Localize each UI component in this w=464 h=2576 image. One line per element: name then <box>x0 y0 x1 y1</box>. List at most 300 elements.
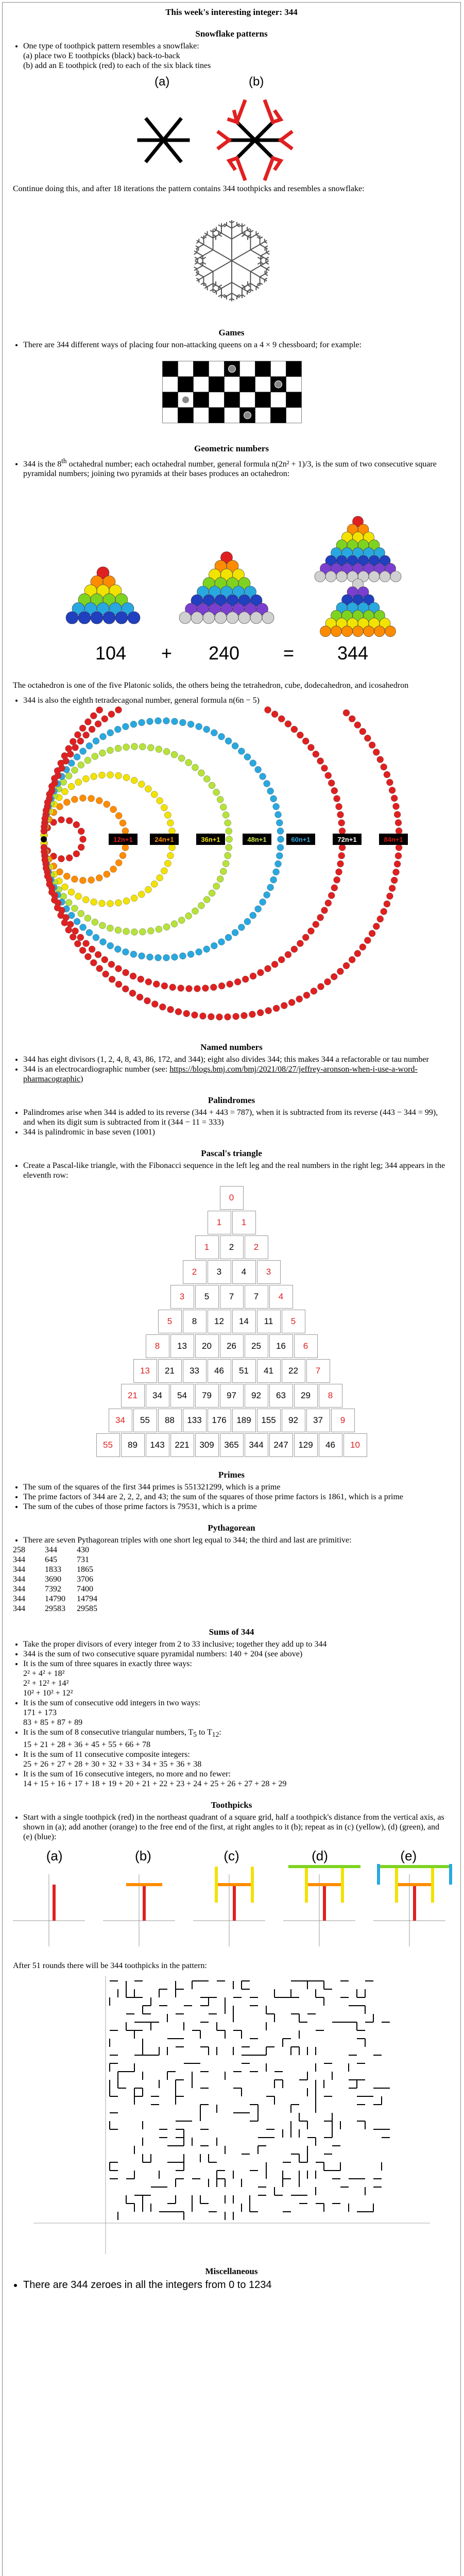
ring-dot <box>79 725 86 732</box>
ring-dot <box>157 798 163 804</box>
ring-dot <box>72 744 79 751</box>
ring-dot <box>178 917 185 924</box>
ring-dot <box>75 893 82 900</box>
ring-dot <box>99 750 106 756</box>
ring-dot <box>100 734 107 740</box>
table-cell: 344 <box>13 1604 25 1614</box>
sphere <box>385 626 396 637</box>
chess-square <box>209 392 225 408</box>
chess-square <box>255 408 271 423</box>
ring-dot <box>138 891 145 898</box>
ring-dot <box>278 716 285 722</box>
pascal-cell: 8 <box>146 1334 169 1358</box>
pascal-cell: 12 <box>208 1310 231 1333</box>
ring-dot <box>227 981 233 988</box>
ring-dot <box>384 901 390 907</box>
ring-dot <box>48 889 55 896</box>
primes-item-3: • The sum of the cubes of those prime factors is 79531, which is a prime <box>23 1502 450 1512</box>
ring-dot <box>331 885 338 891</box>
ring-dot <box>321 907 328 914</box>
pascal-row <box>3 1359 460 1383</box>
ring-dot <box>187 721 194 728</box>
ring-dot <box>93 935 99 941</box>
tetradec-list <box>3 696 460 705</box>
sphere <box>374 626 385 637</box>
ring-dot <box>74 754 80 760</box>
ring-dot <box>209 890 215 896</box>
ring-dot <box>349 957 355 963</box>
chess-square <box>240 392 255 408</box>
ring-dot <box>211 943 217 950</box>
toothpicks-item: • Start with a single toothpick (red) in the northeast quadrant of a square grid, half a toothpick's distance from the vertical axis, as shown in (a); add another (orange) to the free end of the first, at right angles to it (b); repeat as in (c) (yellow), (d) (green), and (e) (blue): <box>23 1812 450 1842</box>
pascal-cell: 7 <box>306 1359 330 1383</box>
toothpicks-after: After 51 rounds there will be 344 toothpicks in the pattern: <box>13 1961 207 1970</box>
ring-dot <box>194 986 201 992</box>
ring-dot <box>122 986 129 992</box>
ring-dot <box>242 976 249 982</box>
ring-dot <box>276 820 283 826</box>
sphere <box>320 626 331 637</box>
section-palindromes <box>3 1095 460 1137</box>
primes-heading: Primes <box>218 1470 245 1480</box>
snowflake-final-figure <box>3 194 461 328</box>
sums-odd-2: 83 + 85 + 87 + 89 <box>23 1718 83 1727</box>
ring-dot <box>75 779 82 786</box>
ring-dot <box>297 732 303 739</box>
toothpicks-heading: Toothpicks <box>211 1800 252 1810</box>
pascal-row <box>3 1235 460 1260</box>
chess-square <box>240 377 255 392</box>
ring-dot <box>99 922 106 929</box>
ring-dot <box>88 877 95 884</box>
misc-heading: Miscellaneous <box>205 2266 258 2276</box>
ring-dot <box>244 754 251 760</box>
sums-odd-1: 171 + 173 <box>23 1708 57 1718</box>
ring-dot <box>250 973 256 979</box>
ring-dot <box>171 752 178 758</box>
ring-dot <box>167 853 174 859</box>
ring-dot <box>58 760 64 767</box>
ring-dot <box>359 728 366 735</box>
pascal-cell: 155 <box>257 1409 281 1432</box>
sphere <box>238 612 250 624</box>
ring-dot <box>285 952 291 958</box>
ring-dot <box>145 979 152 986</box>
ring-dot <box>208 1013 214 1020</box>
ring-label <box>196 834 225 845</box>
geometric-item-pre: 344 is the 8 <box>23 460 62 469</box>
palindromes-heading: Palindromes <box>208 1095 255 1106</box>
sphere <box>353 626 364 637</box>
named-item-2 <box>23 1064 450 1084</box>
ring-dot <box>145 786 151 792</box>
ring-dot <box>250 760 256 767</box>
pascal-cell: 63 <box>269 1384 293 1408</box>
ring-dot <box>241 1012 248 1019</box>
ring-dot <box>84 915 91 922</box>
ring-dot <box>218 982 225 989</box>
ring-dot <box>226 844 232 851</box>
ring-dot <box>51 775 58 782</box>
table-cell: 29585 <box>77 1604 97 1614</box>
svg-text:36n+1: 36n+1 <box>201 836 220 844</box>
ring-dot <box>225 820 231 826</box>
ring-dot <box>62 788 68 795</box>
pascal-cell: 79 <box>195 1384 219 1408</box>
pascal-cell: 247 <box>269 1433 293 1457</box>
toothpick-label-e: (e) <box>400 1848 417 1863</box>
ring-dot <box>273 803 280 810</box>
sphere <box>78 612 91 624</box>
named-list <box>3 1055 460 1084</box>
sums-item-3 <box>23 1659 450 1698</box>
pascal-cell: 176 <box>208 1409 231 1432</box>
pascal-cell: 26 <box>220 1334 244 1358</box>
toothpick-label-c: (c) <box>224 1848 239 1863</box>
ring-dot <box>61 753 68 759</box>
pascal-row <box>3 1260 460 1284</box>
ring-dot <box>88 795 95 802</box>
ring-dot <box>302 738 309 744</box>
ring-dot <box>108 711 115 718</box>
pascal-cell: 5 <box>158 1310 182 1333</box>
toothpick-step <box>193 1867 265 1946</box>
pascal-cell: 4 <box>232 1260 256 1284</box>
ring-dot <box>72 928 79 935</box>
ring-dot <box>369 742 375 749</box>
table-cell: 14794 <box>77 1595 97 1604</box>
ring-dot <box>391 877 398 884</box>
sphere <box>262 612 274 624</box>
ring-dot <box>167 820 174 826</box>
ring-dot <box>90 960 97 967</box>
ring-dot <box>281 1003 287 1009</box>
chess-square <box>178 377 194 392</box>
ring-dot <box>396 828 402 835</box>
ring-dot <box>74 941 81 947</box>
ring-dot <box>65 900 72 906</box>
ring-dot <box>123 928 130 935</box>
ring-dot <box>359 944 366 951</box>
pascal-cell: 92 <box>245 1384 268 1408</box>
ring-dot <box>54 905 61 911</box>
ring-dot <box>101 957 108 963</box>
eq-a: 104 <box>95 642 127 664</box>
center-dot <box>41 836 47 842</box>
ring-dot <box>51 897 58 904</box>
ring-dot <box>54 768 61 774</box>
ring-dot <box>61 920 68 926</box>
ring-dot <box>394 861 401 868</box>
ring-dot <box>163 749 170 755</box>
pascal-cell: 46 <box>208 1359 231 1383</box>
ring-dot <box>107 943 114 950</box>
table-cell: 14790 <box>45 1595 65 1604</box>
ring-dot <box>297 940 303 947</box>
ring-dot <box>178 755 185 762</box>
ring-dot <box>328 892 335 899</box>
pascal-cell: 25 <box>245 1334 268 1358</box>
pascal-cell: 13 <box>133 1359 157 1383</box>
table-row <box>13 1545 109 1555</box>
pascal-cell: 1 <box>232 1211 256 1234</box>
ring-dot <box>115 927 122 934</box>
svg-text:48n+1: 48n+1 <box>247 836 267 844</box>
ring-dot <box>79 795 86 802</box>
ring-dot <box>58 912 64 919</box>
table-row <box>13 1594 109 1604</box>
ring-dot <box>393 869 400 876</box>
table-cell: 1865 <box>77 1565 93 1574</box>
ring-dot <box>265 1008 272 1014</box>
ring-dot <box>131 895 138 902</box>
pascal-row <box>3 1408 460 1433</box>
ring-dot <box>84 719 91 725</box>
sphere <box>331 626 342 637</box>
pascal-cell: 37 <box>306 1409 330 1432</box>
ring-dot <box>171 921 178 927</box>
ring-dot <box>179 953 186 959</box>
sphere <box>66 612 78 624</box>
sphere <box>91 612 103 624</box>
ring-dot <box>58 817 65 823</box>
ring-dot <box>72 767 78 774</box>
ring-dot <box>169 984 176 991</box>
ring-dot <box>74 919 80 925</box>
table-row <box>13 1604 109 1614</box>
ring-label <box>379 834 408 845</box>
ring-dot <box>277 828 284 835</box>
pascal-cell: 129 <box>294 1433 318 1457</box>
geometric-item-sup: th <box>61 457 67 465</box>
ring-dot <box>249 1011 255 1018</box>
sums-item-6 <box>23 1750 450 1769</box>
ring-dot <box>167 1006 174 1013</box>
ring-dot <box>389 885 396 892</box>
ring-dot <box>210 984 217 991</box>
ring-dot <box>115 707 122 714</box>
pascal-cell: 7 <box>220 1285 244 1309</box>
ring-dot <box>136 994 143 1001</box>
section-snowflake <box>3 29 460 328</box>
ring-dot <box>192 908 199 914</box>
ring-dot <box>122 828 129 835</box>
pascal-row <box>3 1334 460 1359</box>
ring-dot <box>130 951 137 958</box>
palindromes-list <box>3 1108 460 1137</box>
misc-item: • There are 344 zeroes in all the integers from 0 to 1234 <box>23 2279 450 2291</box>
table-cell: 344 <box>13 1585 25 1594</box>
ring-dot <box>41 824 47 831</box>
chess-square <box>194 408 209 423</box>
ring-dot <box>95 952 101 958</box>
sums-item-7-text: It is the sum of 16 consecutive integers, no more and no fewer: <box>23 1769 231 1778</box>
ring-dot <box>391 795 398 802</box>
ring-dot <box>42 816 48 822</box>
ring-dot <box>77 738 84 744</box>
ring-dot <box>338 820 345 826</box>
ring-dot <box>203 946 210 953</box>
svg-text:60n+1: 60n+1 <box>291 836 311 844</box>
ring-dot <box>114 726 121 733</box>
ring-dot <box>73 822 80 828</box>
geometric-item <box>23 456 450 479</box>
pascal-cell: 1 <box>208 1211 231 1234</box>
ring-dot <box>386 779 393 786</box>
pascal-cell: 309 <box>195 1433 219 1457</box>
pascal-cell: 11 <box>257 1310 281 1333</box>
ring-dot <box>394 811 401 818</box>
ring-dot <box>66 818 73 824</box>
toothpick-pattern-figure <box>3 1971 461 2259</box>
chess-square <box>194 392 209 408</box>
ring-dot <box>101 716 108 722</box>
eq-plus: + <box>161 642 173 664</box>
ring-dot <box>211 730 217 736</box>
pascal-cell: 88 <box>158 1409 182 1432</box>
ring-dot <box>46 791 53 798</box>
pascal-cell: 9 <box>331 1409 355 1432</box>
ring-dot <box>396 844 402 851</box>
ring-dot <box>337 968 343 975</box>
ring-dot <box>369 930 375 937</box>
ring-dot <box>92 919 98 926</box>
pascal-cell: 4 <box>269 1285 293 1309</box>
ring-dot <box>147 954 153 961</box>
pascal-cell: 5 <box>195 1285 219 1309</box>
ring-dot <box>107 901 114 907</box>
primes-list <box>3 1482 460 1512</box>
ring-dot <box>63 799 70 806</box>
ring-dot <box>123 744 130 751</box>
ring-dot <box>86 743 93 750</box>
ring-dot <box>115 812 122 819</box>
ring-dot <box>196 949 202 956</box>
ring-dot <box>139 719 145 726</box>
table-cell: 645 <box>45 1555 57 1565</box>
ring-dot <box>80 924 87 931</box>
ring-dot <box>78 762 84 769</box>
ring-dot <box>384 771 390 778</box>
ring-dot <box>343 709 350 716</box>
pythagorean-list <box>3 1535 460 1545</box>
ring-dot <box>139 953 145 959</box>
sums-item-2: • 344 is the sum of two consecutive square pyramidal numbers: 140 + 204 (see above) <box>23 1649 450 1659</box>
ring-dot <box>220 868 227 875</box>
ring-dot <box>164 812 171 819</box>
ring-dot <box>123 970 129 976</box>
toothpick-labels <box>10 1848 453 1864</box>
section-sums <box>3 1627 460 1788</box>
pascal-heading: Pascal's triangle <box>201 1148 262 1159</box>
sphere <box>315 571 325 582</box>
ring-dot <box>238 748 245 755</box>
ring-dot <box>213 789 220 796</box>
table-row <box>13 1555 109 1565</box>
toothpick-grid <box>110 1981 390 2220</box>
pascal-row <box>3 1185 460 1210</box>
pascal-row <box>3 1383 460 1408</box>
ring-dot <box>138 976 144 982</box>
ring-dot <box>334 795 340 802</box>
ring-dot <box>155 718 162 724</box>
named-heading: Named numbers <box>200 1042 263 1053</box>
ring-dot <box>78 910 84 917</box>
ring-dot <box>66 855 73 861</box>
pascal-cell: 55 <box>133 1409 157 1432</box>
octahedron-figure <box>3 479 461 674</box>
chess-square <box>240 361 255 377</box>
pythagorean-heading: Pythagorean <box>208 1523 255 1533</box>
ring-dot <box>139 743 146 750</box>
ring-dot <box>131 743 138 750</box>
ring-drawing <box>3 705 461 1040</box>
ring-dot <box>83 940 90 947</box>
ring-dot <box>153 981 160 988</box>
ring-dot <box>122 723 129 730</box>
snowflake-drawing <box>3 71 461 184</box>
ring-dot <box>307 928 314 935</box>
ring-dot <box>317 758 324 765</box>
ring-dot <box>102 971 109 978</box>
ring-dot <box>199 1013 206 1020</box>
pythagorean-table <box>13 1545 109 1614</box>
chess-square <box>255 392 271 408</box>
pascal-cell: 1 <box>195 1235 219 1259</box>
ring-label <box>333 834 362 845</box>
ring-dot <box>250 912 256 919</box>
ring-dot <box>80 836 87 843</box>
ring-dot <box>115 860 122 867</box>
sums-item-5-post: : <box>219 1728 221 1737</box>
ring-dot <box>43 865 49 872</box>
ring-dot <box>288 999 295 1006</box>
section-toothpicks <box>3 1800 460 2259</box>
pascal-cell: 34 <box>109 1409 132 1432</box>
palindromes-item-2: • 344 is palindromic in base seven (1001) <box>23 1127 450 1137</box>
ring-dot <box>198 903 204 909</box>
ring-dot <box>302 934 309 941</box>
ring-dot <box>232 743 238 750</box>
ring-dot <box>123 898 130 905</box>
ring-dot <box>147 928 154 935</box>
chess-square <box>271 408 286 423</box>
chess-square <box>163 392 178 408</box>
bmj-link[interactable]: https://blogs.bmj.com/bmj/2021/08/27/jeffrey-aronson-when-i-use-a-word-pharmacographic <box>23 1065 418 1084</box>
ring-dot <box>115 981 122 988</box>
ring-dot <box>63 873 70 880</box>
ring-dot <box>222 812 229 819</box>
geometric-heading: Geometric numbers <box>194 444 269 453</box>
ring-dot <box>331 974 337 980</box>
table-cell: 3690 <box>45 1575 61 1584</box>
ring-dot <box>84 954 91 960</box>
ring-dot <box>185 759 192 766</box>
primes-item-2: • The prime factors of 344 are 2, 2, 2, and 43; the sum of the squares of those prime factors is 1861, which is a prime <box>23 1492 450 1502</box>
ring-dot <box>89 946 95 953</box>
ring-dot <box>110 806 117 813</box>
ring-dot <box>217 796 224 803</box>
toothpick-label-d: (d) <box>312 1848 328 1863</box>
ring-dot <box>377 916 384 923</box>
ring-dot <box>92 753 98 760</box>
ring-dot <box>71 796 78 803</box>
section-named <box>3 1042 460 1084</box>
pascal-row <box>3 1433 460 1458</box>
sums-square-3: 10² + 10² + 12² <box>23 1689 73 1698</box>
snowflake-item <box>23 41 450 71</box>
ring-dot <box>218 939 225 945</box>
